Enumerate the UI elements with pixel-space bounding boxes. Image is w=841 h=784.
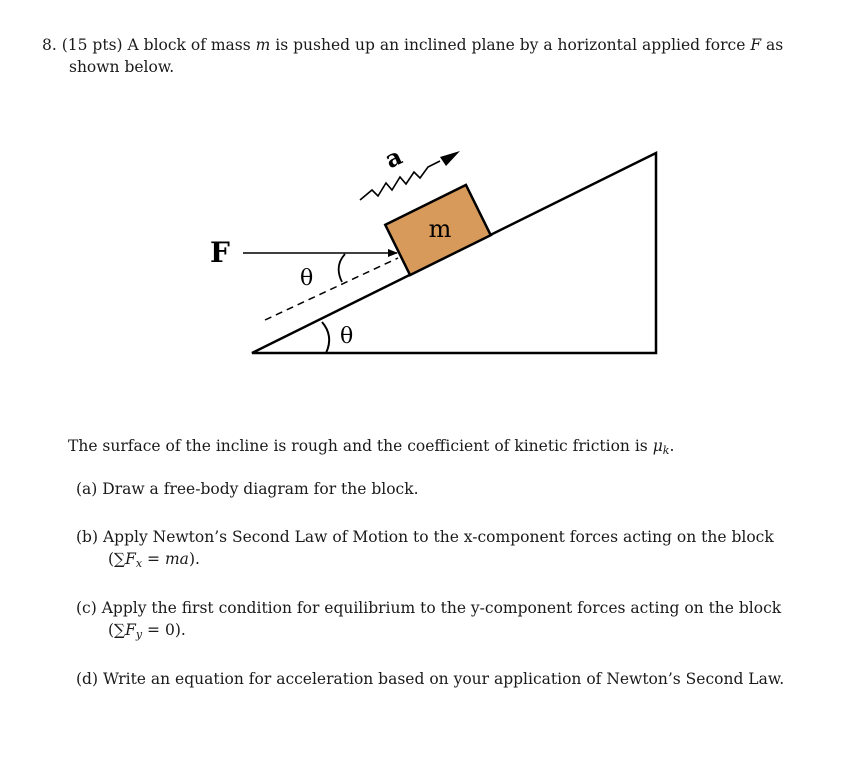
angle-label-bottom: θ [340,324,354,349]
part-b-eq-open: (∑ [108,550,126,568]
part-b-eq-var: F [125,550,136,568]
part-c-eq-var: F [125,621,136,639]
part-c-eq-open: (∑ [108,621,126,639]
mu-symbol: μ [652,437,663,455]
surface-statement [68,435,674,462]
part-c-eq-equals: = [147,621,161,639]
problem-number: 8. [42,36,57,54]
part-b [76,526,806,575]
part-b-eq-close: ). [188,550,200,568]
problem-text-line2: shown below. [69,58,175,76]
part-c [76,597,806,646]
accel-label: a [380,141,407,175]
force-label: F [210,236,230,269]
block-label: m [428,215,452,243]
mass-symbol: m [255,36,271,54]
problem-text-b: is pushed up an inclined plane by a horizontal applied force [275,36,746,54]
surface-end: . [669,437,675,455]
part-a-label: (a) [76,480,98,498]
force-symbol: F [750,36,762,54]
part-b-eq-rhs: ma [164,550,189,568]
part-c-equation [76,619,806,646]
part-c-text: Apply the first condition for equilibrium to the y-component forces acting on the block [101,599,782,617]
part-a-text: Draw a free-body diagram for the block. [102,480,419,498]
angle-arc-top [339,254,345,282]
part-b-label: (b) [76,528,99,546]
part-d-text: Write an equation for acceleration based on your application of Newton’s Second Law. [102,670,785,688]
mu-subscript: k [662,444,670,457]
part-b-eq-sub: x [135,557,143,570]
problem-text-a: A block of mass [127,36,251,54]
part-c-eq-rhs: 0 [164,621,175,639]
part-a [76,478,419,500]
surface-text: The surface of the incline is rough and the coefficient of kinetic friction is [68,437,648,455]
part-c-eq-sub: y [135,628,143,641]
acceleration-arrowhead [440,151,460,166]
part-b-eq-equals: = [147,550,161,568]
angle-label-top: θ [300,266,314,291]
part-b-text: Apply Newton’s Second Law of Motion to the x-component forces acting on the block [102,528,774,546]
part-c-eq-close: ). [174,621,186,639]
part-d-label: (d) [76,670,99,688]
part-c-label: (c) [76,599,97,617]
problem-points: (15 pts) [61,36,123,54]
problem-text-c: as [766,36,784,54]
part-d [76,668,784,690]
part-b-equation [76,548,806,575]
